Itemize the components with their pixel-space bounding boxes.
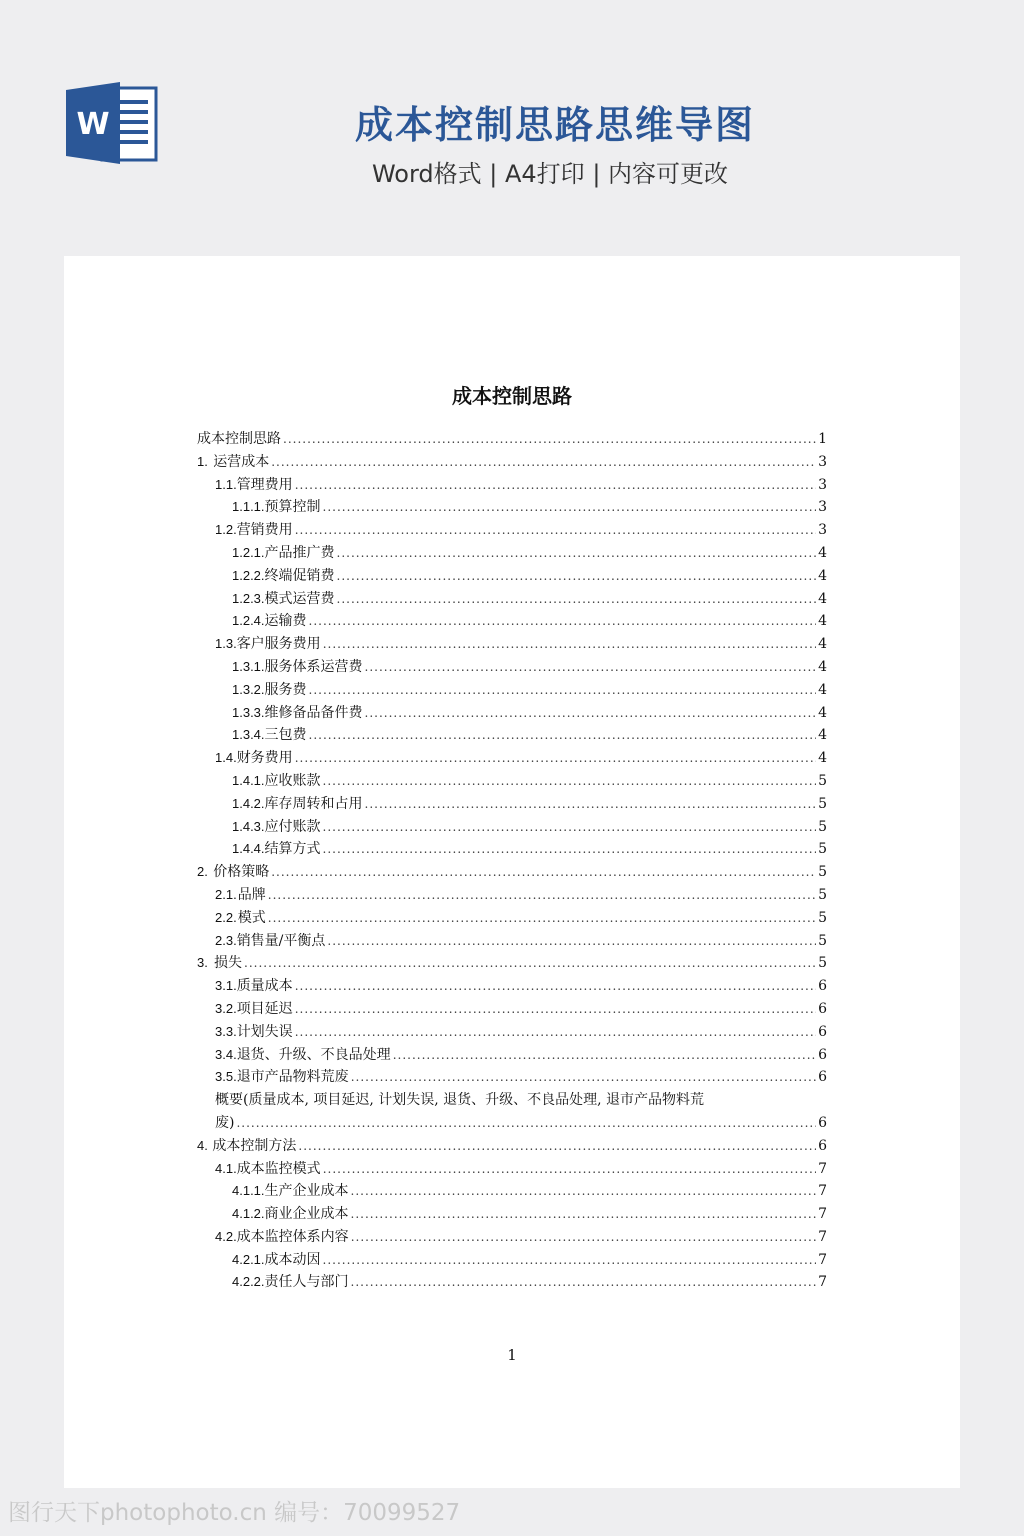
toc-entry[interactable]	[197, 1203, 827, 1226]
toc-leader-dots	[351, 1180, 817, 1203]
toc-leader-dots	[323, 633, 816, 656]
toc-page-number: 7	[818, 1206, 827, 1223]
toc-page-number: 4	[818, 704, 827, 721]
toc-entry[interactable]	[197, 770, 827, 793]
toc-entry[interactable]	[197, 1158, 827, 1181]
toc-entry-text: 商业企业成本	[264, 1206, 349, 1223]
toc-leader-dots	[244, 952, 816, 975]
toc-page-number: 7	[818, 1274, 827, 1291]
toc-entry-number: 4.1.	[215, 1160, 237, 1176]
toc-leader-dots	[295, 519, 816, 542]
toc-page-number: 1	[818, 431, 827, 447]
toc-leader-dots	[309, 679, 817, 702]
toc-leader-dots	[365, 702, 817, 725]
toc-page-number: 7	[818, 1160, 827, 1177]
toc-entry[interactable]	[197, 1066, 827, 1089]
toc-page-number: 6	[818, 1114, 827, 1131]
toc-entry-text: 库存周转和占用	[264, 795, 363, 812]
toc-entry[interactable]	[197, 998, 827, 1021]
toc-page-number: 7	[818, 1228, 827, 1245]
toc-entry[interactable]	[197, 838, 827, 861]
toc-entry[interactable]	[197, 565, 827, 588]
toc-leader-dots	[268, 884, 816, 907]
toc-entry[interactable]	[197, 816, 827, 839]
toc-entry-number: 1.1.1.	[232, 499, 265, 515]
toc-entry-text: 客户服务费用	[236, 636, 321, 653]
toc-entry-text: 销售量/平衡点	[236, 932, 326, 949]
toc-page-number: 4	[818, 636, 827, 653]
toc-leader-dots	[393, 1044, 816, 1067]
toc-entry-number: 2.2.	[215, 909, 237, 925]
toc-leader-dots	[351, 1066, 816, 1089]
toc-entry[interactable]	[197, 542, 827, 565]
toc-page-number: 5	[818, 864, 827, 881]
toc-entry-number: 1.4.1.	[232, 772, 265, 788]
toc-entry[interactable]	[197, 679, 827, 702]
toc-leader-dots	[323, 770, 817, 793]
toc-entry-number: 1.2.1.	[232, 544, 265, 560]
toc-entry-number: 1.4.2.	[232, 795, 265, 811]
toc-page-number: 7	[818, 1183, 827, 1200]
toc-leader-dots	[309, 610, 817, 633]
toc-page-number: 6	[818, 1000, 827, 1017]
toc-entry-number: 1.3.3.	[232, 704, 265, 720]
toc-entry-text: 项目延迟	[236, 1000, 293, 1017]
toc-page-number: 5	[818, 772, 827, 789]
toc-entry-text: 维修备品备件费	[264, 704, 363, 721]
toc-entry[interactable]	[197, 952, 827, 975]
toc-leader-dots	[295, 474, 816, 497]
toc-leader-dots	[283, 428, 816, 451]
toc-entry-number: 4.1.1.	[232, 1183, 265, 1199]
toc-entry[interactable]	[197, 907, 827, 930]
toc-page-number: 5	[818, 909, 827, 926]
toc-entry-text: 运输费	[264, 613, 307, 630]
toc-entry-text: 三包费	[264, 727, 307, 744]
toc-page-number: 5	[818, 795, 827, 812]
toc-entry[interactable]	[197, 884, 827, 907]
toc-entry[interactable]	[197, 724, 827, 747]
toc-entry-text: 模式	[237, 909, 266, 926]
toc-entry-text: 成本动因	[264, 1251, 321, 1268]
toc-leader-dots	[337, 588, 817, 611]
banner	[0, 0, 1024, 250]
toc-entry[interactable]	[197, 519, 827, 542]
toc-entry-text: 模式运营费	[264, 590, 335, 607]
toc-leader-dots	[295, 1021, 816, 1044]
toc-entry[interactable]	[197, 428, 827, 451]
toc-entry-text: 成本监控模式	[236, 1160, 321, 1177]
toc-page-number: 3	[818, 522, 827, 539]
toc-entry-text: 营销费用	[236, 522, 293, 539]
toc-entry[interactable]	[197, 747, 827, 770]
toc-page-number: 5	[818, 932, 827, 949]
toc-leader-dots	[323, 838, 817, 861]
toc-leader-dots	[236, 1112, 816, 1135]
toc-page-number: 4	[818, 658, 827, 675]
toc-entry-text: 价格策略	[213, 864, 270, 881]
toc-entry-number: 1.1.	[215, 476, 237, 492]
toc-entry-number: 4.	[197, 1137, 208, 1153]
toc-entry[interactable]	[197, 1135, 827, 1158]
toc-entry-number: 1.2.2.	[232, 567, 265, 583]
toc-entry[interactable]	[197, 474, 827, 497]
toc-leader-dots	[337, 565, 817, 588]
toc-page-number: 4	[818, 567, 827, 584]
table-of-contents	[197, 428, 827, 1294]
toc-entry[interactable]	[197, 702, 827, 725]
toc-entry-number: 1.4.4.	[232, 841, 265, 857]
toc-entry[interactable]	[197, 451, 827, 474]
toc-entry[interactable]	[197, 496, 827, 519]
toc-entry-text: 退市产品物料荒废	[236, 1069, 349, 1086]
toc-leader-dots	[365, 656, 817, 679]
toc-leader-dots	[351, 1203, 817, 1226]
toc-entry-number: 1.4.	[215, 750, 237, 766]
toc-entry-number: 2.3.	[215, 932, 237, 948]
toc-entry-text: 废)	[215, 1114, 235, 1131]
page-number: 1	[507, 1346, 517, 1364]
toc-entry-number: 1.3.	[215, 636, 237, 652]
toc-entry-number: 1.2.	[215, 522, 237, 538]
toc-entry-text: 结算方式	[264, 841, 321, 858]
toc-entry-number: 3.1.	[215, 978, 237, 994]
toc-leader-dots	[351, 1271, 817, 1294]
toc-entry[interactable]	[197, 1021, 827, 1044]
toc-page-number: 5	[818, 955, 827, 972]
toc-entry-text: 成本控制方法	[212, 1137, 297, 1154]
toc-leader-dots	[323, 496, 817, 519]
toc-entry-number: 4.2.	[215, 1228, 237, 1244]
toc-entry-text: 成本监控体系内容	[236, 1228, 349, 1245]
toc-entry-number: 1.4.3.	[232, 818, 265, 834]
toc-entry-number: 3.2.	[215, 1000, 237, 1016]
toc-entry-text: 服务体系运营费	[264, 658, 363, 675]
toc-entry-number: 1.3.2.	[232, 681, 265, 697]
toc-entry-text: 应收账款	[264, 772, 321, 789]
watermark: 图行天下photophoto.cn 编号：70099527	[8, 1500, 461, 1526]
toc-entry[interactable]	[197, 930, 827, 953]
toc-page-number: 4	[818, 590, 827, 607]
toc-entry[interactable]	[197, 1044, 827, 1067]
toc-entry-number: 1.2.3.	[232, 590, 265, 606]
toc-entry-number: 1.2.4.	[232, 613, 265, 629]
toc-entry-text: 服务费	[264, 681, 307, 698]
toc-page-number: 3	[818, 453, 827, 470]
toc-page-number: 6	[818, 1069, 827, 1086]
toc-page-number: 4	[818, 544, 827, 561]
toc-entry-number: 1.3.4.	[232, 727, 265, 743]
toc-page-number: 7	[818, 1251, 827, 1268]
banner-subtitle: Word格式 | A4打印 | 内容可更改	[371, 160, 729, 188]
banner-title: 成本控制思路思维导图	[354, 103, 755, 147]
toc-page-number: 4	[818, 750, 827, 767]
toc-leader-dots	[271, 451, 816, 474]
toc-entry-text: 成本控制思路	[197, 431, 281, 447]
toc-entry-number: 1.3.1.	[232, 658, 265, 674]
toc-page-number: 6	[818, 1046, 827, 1063]
toc-leader-dots	[365, 793, 817, 816]
toc-page-number: 6	[818, 1137, 827, 1154]
toc-entry-text: 损失	[214, 955, 243, 972]
toc-entry-text: 概要(质量成本, 项目延迟, 计划失误, 退货、升级、不良品处理, 退市产品物料荒	[215, 1092, 705, 1109]
toc-leader-dots	[351, 1226, 816, 1249]
toc-page-number: 6	[818, 1023, 827, 1040]
toc-entry[interactable]	[197, 1271, 827, 1294]
toc-entry[interactable]	[197, 656, 827, 679]
toc-entry[interactable]	[197, 1226, 827, 1249]
toc-entry-text: 产品推广费	[264, 544, 335, 561]
toc-entry-number: 3.3.	[215, 1023, 237, 1039]
toc-page-number: 4	[818, 727, 827, 744]
document-page	[64, 256, 960, 1488]
toc-leader-dots	[327, 930, 816, 953]
toc-entry-number: 4.1.2.	[232, 1206, 265, 1222]
toc-entry-text: 计划失误	[236, 1023, 293, 1040]
toc-leader-dots	[323, 1158, 816, 1181]
toc-page-number: 3	[818, 499, 827, 516]
toc-page-number: 4	[818, 613, 827, 630]
toc-entry[interactable]	[197, 633, 827, 656]
toc-entry-number: 4.2.1.	[232, 1251, 265, 1267]
toc-page-number: 5	[818, 886, 827, 903]
toc-entry-text: 管理费用	[236, 476, 293, 493]
toc-entry-number: 2.	[197, 864, 208, 880]
toc-leader-dots	[309, 724, 817, 747]
toc-entry[interactable]	[197, 975, 827, 998]
toc-entry-text: 品牌	[237, 886, 266, 903]
toc-entry-number: 4.2.2.	[232, 1274, 265, 1290]
toc-page-number: 3	[818, 476, 827, 493]
toc-entry-text: 责任人与部门	[264, 1274, 349, 1291]
toc-leader-dots	[323, 1249, 817, 1272]
toc-leader-dots	[271, 861, 816, 884]
toc-entry-text: 退货、升级、不良品处理	[236, 1046, 391, 1063]
toc-entry-text: 财务费用	[236, 750, 293, 767]
toc-leader-dots	[295, 975, 816, 998]
toc-page-number: 4	[818, 681, 827, 698]
toc-page-number: 5	[818, 841, 827, 858]
toc-entry[interactable]	[197, 610, 827, 633]
toc-entry-text: 终端促销费	[264, 567, 335, 584]
toc-entry-summary[interactable]	[197, 1089, 827, 1135]
word-icon	[66, 82, 158, 164]
toc-entry[interactable]	[197, 588, 827, 611]
toc-entry[interactable]	[197, 1249, 827, 1272]
toc-entry-text: 预算控制	[264, 499, 321, 516]
toc-leader-dots	[268, 907, 816, 930]
toc-entry-number: 3.5.	[215, 1069, 237, 1085]
toc-entry-text: 应付账款	[264, 818, 321, 835]
toc-entry-number: 2.1.	[215, 886, 237, 902]
toc-entry-number: 1.	[197, 453, 208, 469]
toc-leader-dots	[295, 747, 816, 770]
toc-entry-text: 质量成本	[236, 978, 293, 995]
toc-page-number: 5	[818, 818, 827, 835]
toc-entry-number: 3.	[197, 955, 208, 971]
toc-entry-number: 3.4.	[215, 1046, 237, 1062]
toc-entry[interactable]	[197, 793, 827, 816]
toc-entry-text: 生产企业成本	[264, 1183, 349, 1200]
toc-leader-dots	[298, 1135, 816, 1158]
toc-leader-dots	[337, 542, 817, 565]
toc-entry[interactable]	[197, 1180, 827, 1203]
document-title: 成本控制思路	[452, 384, 572, 408]
toc-entry-text: 运营成本	[213, 453, 270, 470]
toc-entry[interactable]	[197, 861, 827, 884]
toc-leader-dots	[295, 998, 816, 1021]
word-icon-letter: W	[76, 107, 110, 142]
toc-leader-dots	[323, 816, 817, 839]
toc-page-number: 6	[818, 978, 827, 995]
